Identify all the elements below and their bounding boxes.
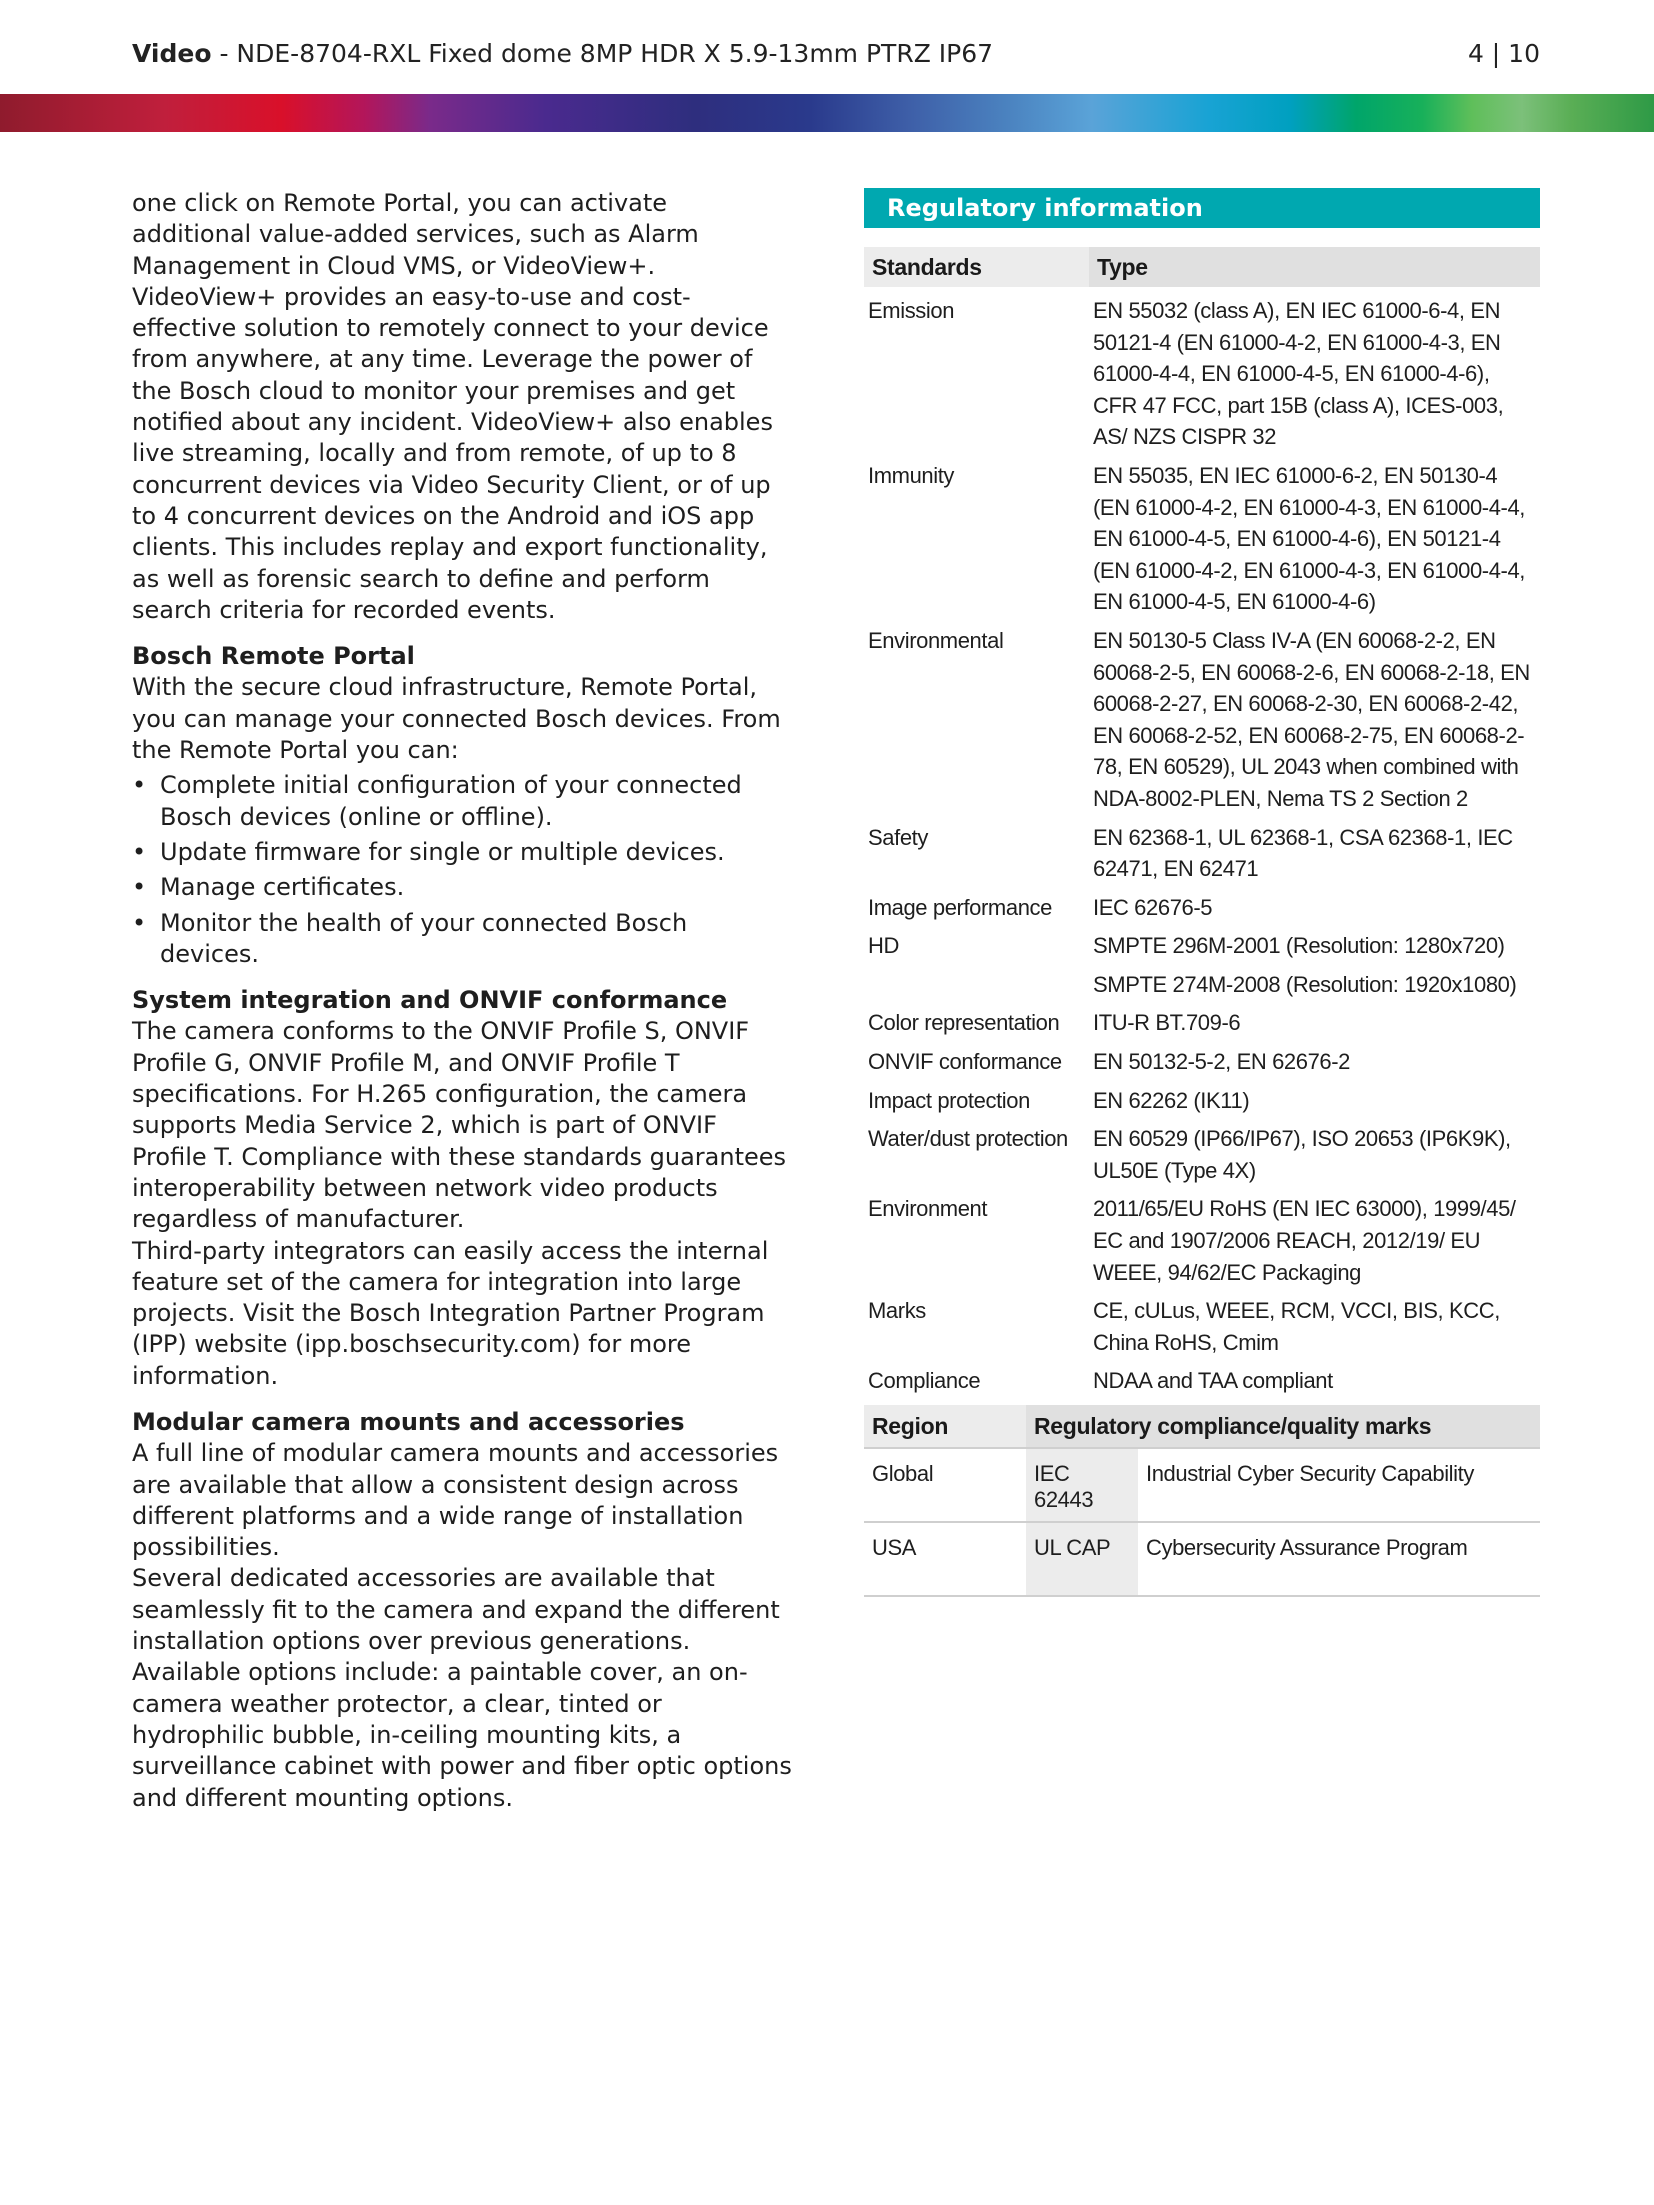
bullet-icon: • bbox=[132, 908, 147, 937]
document-title bbox=[132, 39, 993, 68]
table-row bbox=[864, 1290, 1540, 1360]
standard-value: IEC 62676-5 bbox=[1093, 894, 1213, 920]
remote-portal-text: With the secure cloud infrastructure, Remote Portal, you can manage your connected Bosch devices. From the Remote Portal you can: bbox=[132, 673, 781, 765]
standard-name: Water/dust protection bbox=[868, 1126, 1068, 1152]
standard-value: EN 55032 (class A), EN IEC 61000-6-4, EN 50121-4 (EN 61000-4-2, EN 61000-4-3, EN 61000-4-4, EN 61000-4-5, EN 61000-4-6), CFR 47 FCC, part 15B (class A), ICES-003, AS/ NZS CISPR 32 bbox=[1093, 298, 1504, 450]
table-row bbox=[864, 1080, 1540, 1119]
standard-name: HD bbox=[868, 933, 899, 959]
marks-column-header: Regulatory compliance/quality marks bbox=[1026, 1405, 1540, 1448]
integration-text: Third-party integrators can easily access the internal feature set of the camera for integration into large projects. Visit the Bosch Integration Partner Program (IPP) website (ipp.boschsecurity.com) for more information. bbox=[132, 1236, 769, 1390]
table-row bbox=[864, 925, 1540, 964]
standard-name: Immunity bbox=[868, 462, 955, 488]
onvif-text: The camera conforms to the ONVIF Profile S, ONVIF Profile G, ONVIF Profile M, and ONVIF Profile T specifications. For H.265 configuration, the camera supports Media Service 2, which is part of ONVIF Profile T. Compliance with these standards guarantees interoperability between network video products regardless of manufacturer. bbox=[132, 1017, 787, 1234]
remote-portal-section bbox=[132, 641, 792, 970]
list-item: • Complete initial configuration of your connected Bosch devices (online or offline). bbox=[132, 771, 742, 831]
regulatory-title: Regulatory information bbox=[864, 188, 1540, 228]
standard-name: Environment bbox=[868, 1196, 988, 1222]
standard-name: Emission bbox=[868, 298, 955, 323]
mounts-heading: Modular camera mounts and accessories bbox=[132, 1407, 685, 1436]
standard-name: Safety bbox=[868, 824, 928, 850]
standard-name: Environmental bbox=[868, 627, 1004, 653]
table-row bbox=[864, 1118, 1540, 1188]
onvif-heading: System integration and ONVIF conformance bbox=[132, 986, 728, 1015]
brand-color-band bbox=[0, 94, 1654, 132]
remote-portal-bullets bbox=[132, 770, 792, 970]
table-row bbox=[864, 1448, 1540, 1522]
table-row bbox=[864, 1522, 1540, 1596]
table-header-row bbox=[864, 1405, 1540, 1448]
standard-name: Color representation bbox=[868, 1010, 1060, 1036]
standard-value: EN 60529 (IP66/IP67), ISO 20653 (IP6K9K), UL50E (Type 4X) bbox=[1093, 1126, 1511, 1183]
page-number: 4 | 10 bbox=[1467, 39, 1540, 68]
type-column-header: Type bbox=[1089, 247, 1540, 287]
table-row bbox=[864, 287, 1540, 455]
region-cell: Global bbox=[864, 1448, 1026, 1522]
standard-value: NDAA and TAA compliant bbox=[1093, 1368, 1333, 1394]
mark-description-cell: Industrial Cyber Security Capability bbox=[1138, 1448, 1540, 1522]
standard-value: 2011/65/EU RoHS (EN IEC 63000), 1999/45/ EC and 1907/2006 REACH, 2012/19/ EU WEEE, 94/62/EC Packaging bbox=[1093, 1196, 1516, 1285]
bullet-icon: • bbox=[132, 771, 147, 800]
bullet-icon: • bbox=[132, 837, 147, 866]
list-item: • Monitor the health of your connected Bosch devices. bbox=[132, 908, 688, 968]
standard-value: CE, cULus, WEEE, RCM, VCCI, BIS, KCC, China RoHS, Cmim bbox=[1093, 1298, 1500, 1355]
table-row bbox=[864, 887, 1540, 926]
standard-name: Marks bbox=[868, 1298, 926, 1324]
product-title: - NDE-8704-RXL Fixed dome 8MP HDR X 5.9-13mm PTRZ IP67 bbox=[211, 39, 994, 68]
left-column bbox=[132, 188, 792, 1814]
table-row bbox=[864, 1041, 1540, 1080]
table-row bbox=[864, 964, 1540, 1003]
right-column bbox=[864, 188, 1540, 1597]
standards-column-header: Standards bbox=[864, 247, 1089, 287]
standard-value: EN 62262 (IK11) bbox=[1093, 1087, 1250, 1113]
standard-value: SMPTE 296M-2001 (Resolution: 1280x720) bbox=[1093, 933, 1505, 959]
standard-value: EN 50132-5-2, EN 62676-2 bbox=[1093, 1049, 1351, 1075]
mark-code-cell: UL CAP bbox=[1026, 1522, 1138, 1596]
table-row bbox=[864, 1360, 1540, 1399]
table-row bbox=[864, 620, 1540, 817]
table-row bbox=[864, 455, 1540, 620]
page-header bbox=[132, 34, 1540, 74]
list-item: • Manage certificates. bbox=[132, 872, 792, 903]
region-cell: USA bbox=[864, 1522, 1026, 1596]
list-item: • Update firmware for single or multiple devices. bbox=[132, 837, 792, 868]
standard-name: Impact protection bbox=[868, 1087, 1030, 1113]
table-row bbox=[864, 817, 1540, 887]
standards-table bbox=[864, 247, 1540, 1399]
standard-name: Compliance bbox=[868, 1368, 981, 1394]
standard-value: EN 50130-5 Class IV-A (EN 60068-2-2, EN 60068-2-5, EN 60068-2-6, EN 60068-2-18, EN 60068-2-27, EN 60068-2-30, EN 60068-2-42, EN 60068-2-52, EN 60068-2-75, EN 60068-2-78, EN 60529), UL 2043 when combined with NDA-8002-PLEN, Nema TS 2 Section 2 bbox=[1093, 627, 1530, 811]
intro-paragraph: one click on Remote Portal, you can activate additional value-added services, such as Alarm Management in Cloud VMS, or VideoView+. VideoView+ provides an easy-to-use and cost-effective solution to remotely connect to your device from anywhere, at any time. Leverage the power of the Bosch cloud to monitor your premises and get notified about any incident. VideoView+ also enables live streaming, locally and from remote, of up to 8 concurrent devices via Video Security Client, or of up to 4 concurrent devices on the Android and iOS app clients. This includes replay and export functionality, as well as forensic search to define and perform search criteria for recorded events. bbox=[132, 189, 773, 624]
table-row bbox=[864, 1188, 1540, 1290]
table-row bbox=[864, 1002, 1540, 1041]
accessories-text: Several dedicated accessories are available that seamlessly fit to the camera and expand the different installation options over previous generations. Available options include: a paintable cover, an on-camera weather protector, a clear, tinted or hydrophilic bubble, in-ceiling mounting kits, a surveillance cabinet with power and fiber optic options and different mounting options. bbox=[132, 1564, 792, 1812]
quality-marks-table bbox=[864, 1405, 1540, 1597]
category-label: Video bbox=[132, 39, 212, 68]
remote-portal-heading: Bosch Remote Portal bbox=[132, 642, 415, 671]
mounts-text: A full line of modular camera mounts and accessories are available that allow a consistent design across different platforms and a wide range of installation possibilities. bbox=[132, 1439, 779, 1562]
table-header-row bbox=[864, 247, 1540, 287]
standard-name bbox=[864, 964, 1089, 1003]
mounts-section bbox=[132, 1407, 792, 1814]
region-column-header: Region bbox=[864, 1405, 1026, 1448]
bullet-icon: • bbox=[132, 873, 147, 902]
mark-code-cell: IEC 62443 bbox=[1026, 1448, 1138, 1522]
mark-description-cell: Cybersecurity Assurance Program bbox=[1138, 1522, 1540, 1596]
standard-value: ITU-R BT.709-6 bbox=[1093, 1010, 1241, 1036]
standard-value: EN 62368-1, UL 62368-1, CSA 62368-1, IEC 62471, EN 62471 bbox=[1093, 824, 1513, 882]
standard-name: ONVIF conformance bbox=[868, 1049, 1062, 1075]
standard-value: SMPTE 274M-2008 (Resolution: 1920x1080) bbox=[1093, 971, 1517, 997]
standard-value: EN 55035, EN IEC 61000-6-2, EN 50130-4 (EN 61000-4-2, EN 61000-4-3, EN 61000-4-4, EN 61000-4-5, EN 61000-4-6), EN 50121-4 (EN 61000-4-2, EN 61000-4-3, EN 61000-4-4, EN 61000-4-5, EN 61000-4-6) bbox=[1093, 462, 1526, 615]
standard-name: Image performance bbox=[868, 894, 1052, 920]
onvif-section bbox=[132, 985, 792, 1392]
